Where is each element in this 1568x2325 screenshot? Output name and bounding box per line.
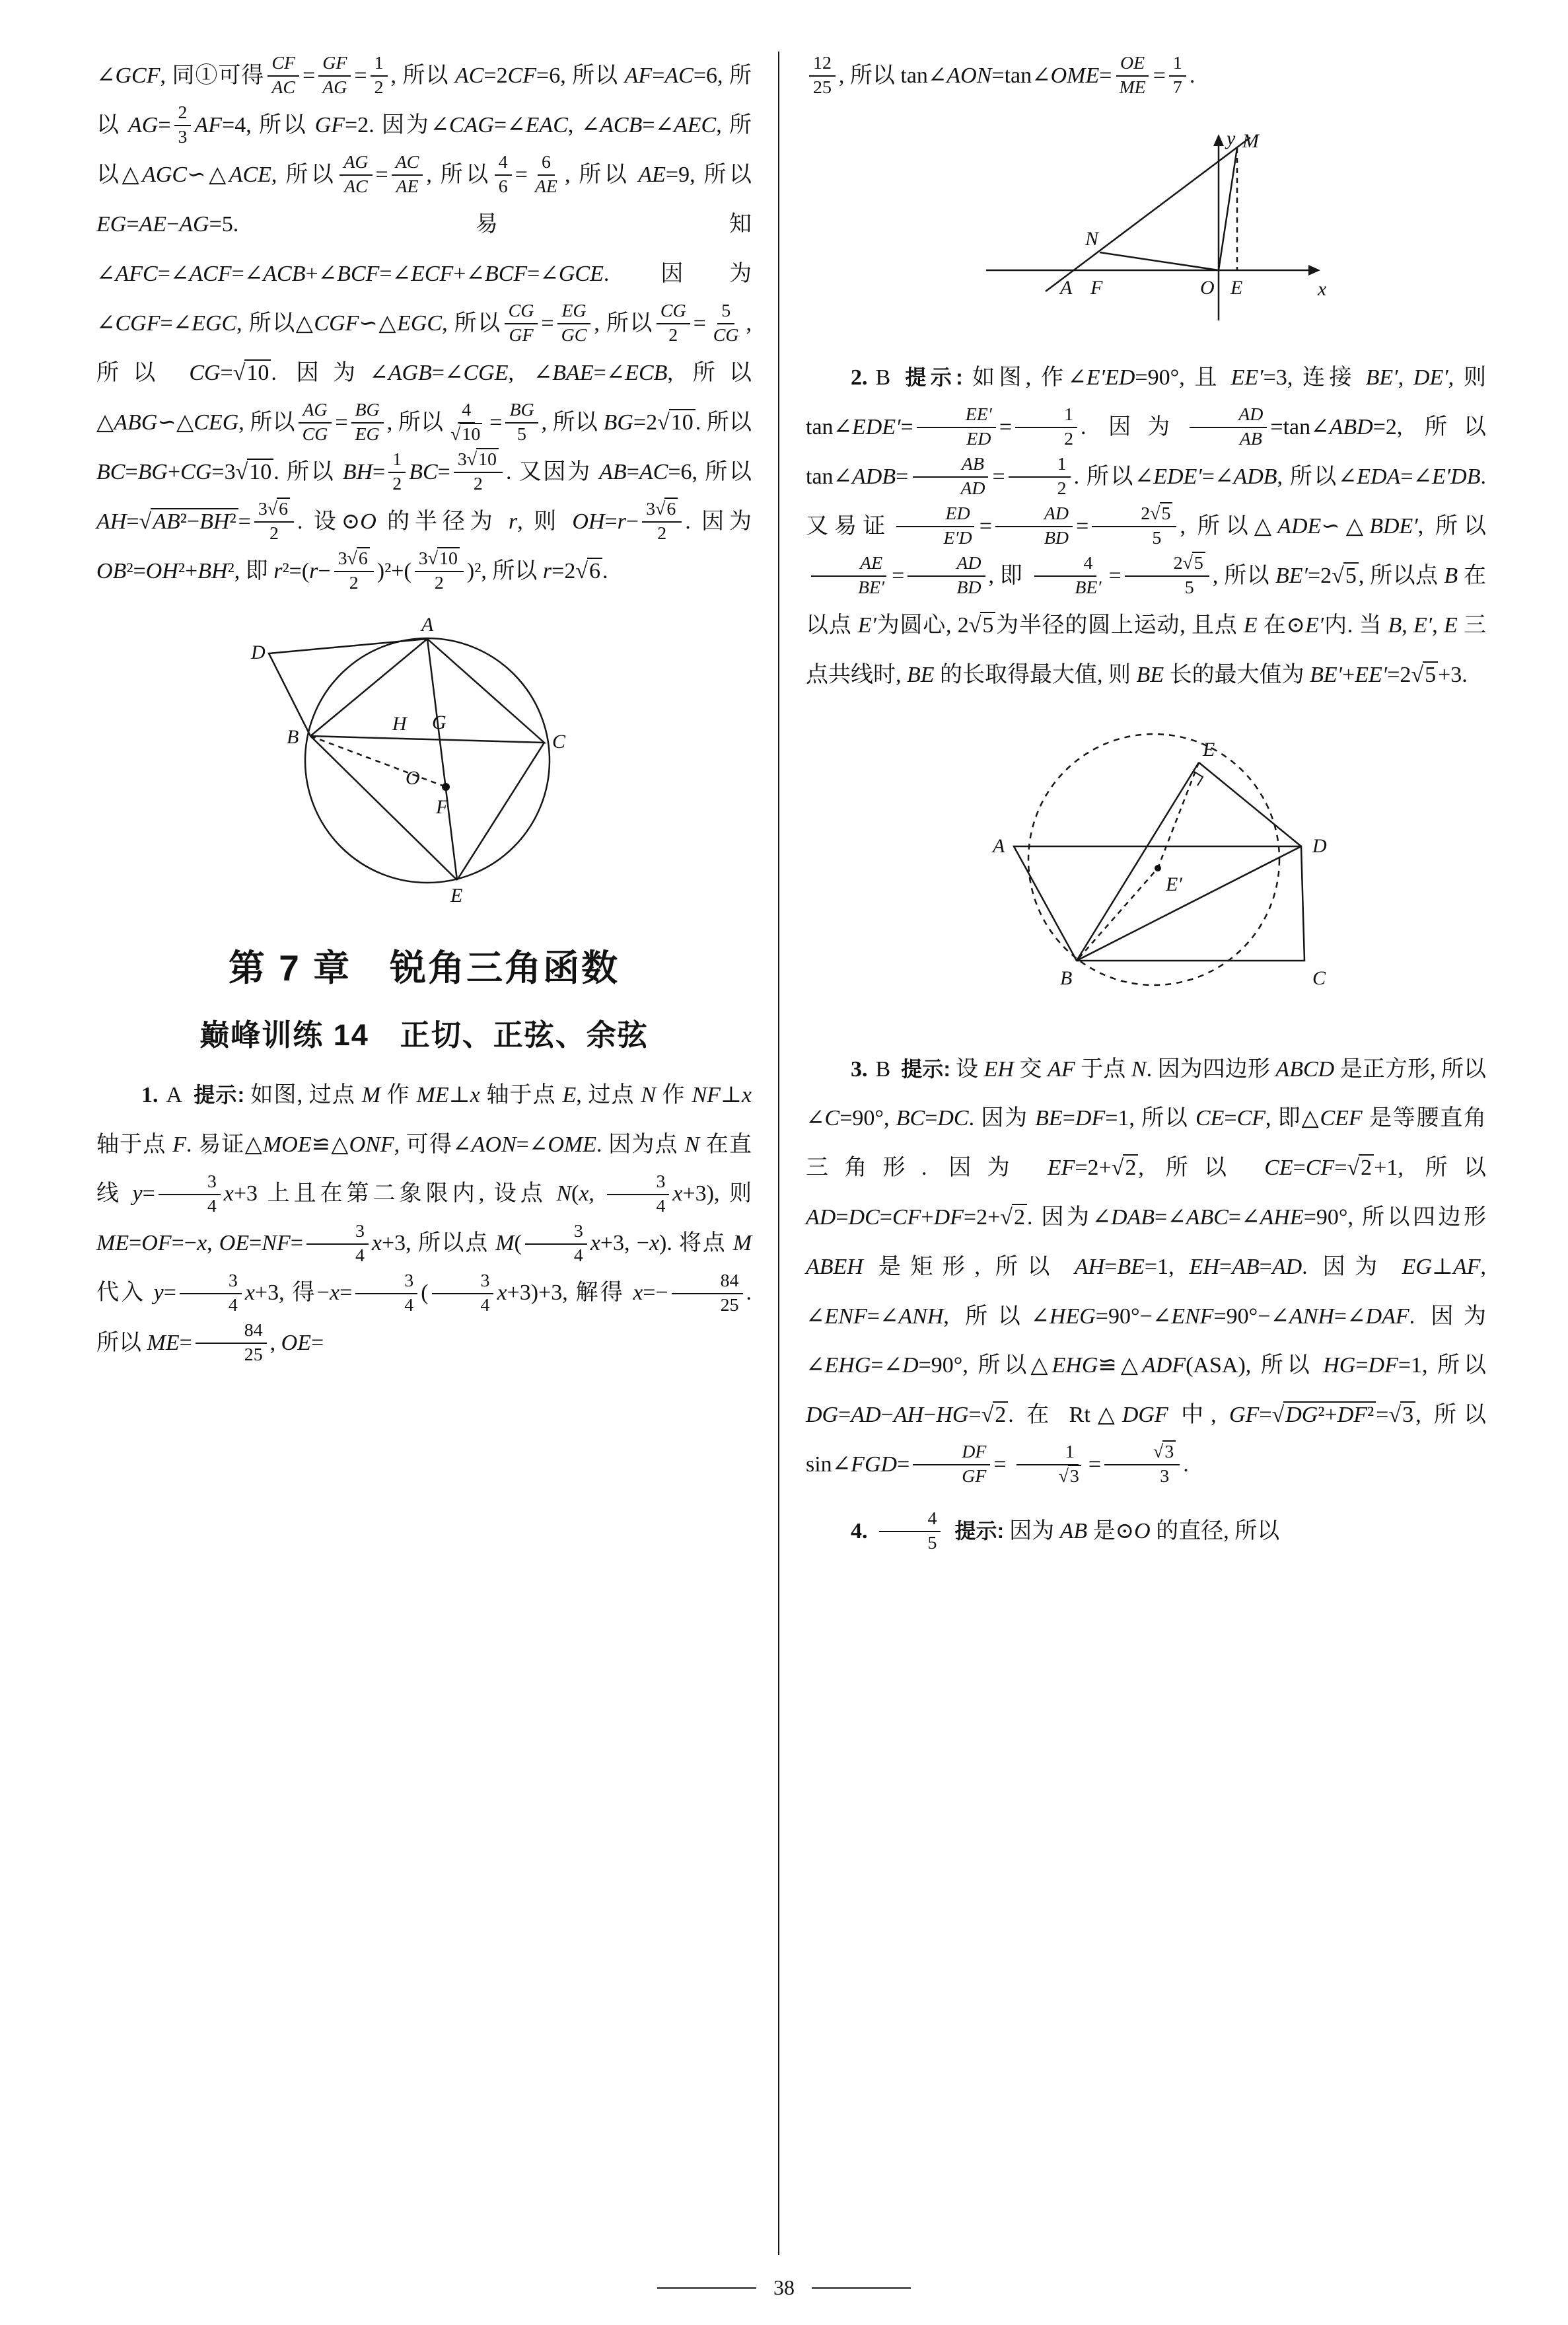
problem-4 bbox=[806, 1507, 1486, 1557]
problem-3-text: 设 EH 交 AF 于点 N. 因为四边形 ABCD 是正方形, 所以∠C=90°, BC=DC. 因为 BE=DF=1, 所以 CE=CF, 即△CEF 是等腰直角三角形. 因为 EF=2+√2, 所以 CE=CF=√2+1, 所以 AD=DC=CF+DF=2+√2. 因为∠DAB=∠ABC=∠AHE=90°, 所以四边形 ABEH 是矩形, 所以 AH=BE=1, EH=AB=AD. 因为 EG⊥AF, ∠ENF=∠ANH, 所以∠HEG=90°−∠ENF=90°−∠ANH=∠DAF. 因为∠EHG=∠D=90°, 所以△EHG≌△ADF(ASA), 所以 HG=DF=1, 所以 DG=AD−AH−HG=√2. 在 Rt△DGF 中, GF=√DG²+DF²=√3, 所以 sin∠FGD= $\frac{DF}{GF}$ = $\frac{1}{√ 3}$ = $\frac{√ 3}{3}$ . bbox=[806, 1056, 1487, 1487]
point-label-C: C bbox=[1312, 967, 1326, 989]
circle-square-figure bbox=[935, 718, 1357, 1028]
point-label-B: B bbox=[1060, 967, 1073, 989]
problem-1-number: 1. bbox=[141, 1082, 159, 1107]
problem-2-text: 如图, 作∠E′ED=90°, 且 EE′=3, 连接 BE′, DE′, 则 tan∠EDE′= $\frac{EE'}{ED}$ = $\frac{1}{2}$ . 因为 $\frac{AD}{AB}$ =tan∠ABD=2, 所以 tan∠ADB= $\frac{AB}{AD}$ = $\frac{1}{2}$ . 所以∠EDE′=∠ADB, 所以∠EDA=∠E′DB. 又易证 $\frac{ED}{E'D}$ = $\frac{AD}{BD}$ = $\frac{2√ 5}{5}$ , 所以△ADE∽△BDE′, 所以 $\frac{AE}{BE'}$ = $\frac{AD}{BD}$ , 即 $\frac{4}{BE'}$ = $\frac{2√ 5}{5}$ , 所以 BE′=2√5, 所以点 B 在以点 E′为圆心, 2√5为半径的圆上运动, 且点 E 在⊙E′内. 当 B, E′, E 三点共线时, BE 的长取得最大值, 则 BE 长的最大值为 BE′+EE′=2√5+3. bbox=[806, 365, 1487, 687]
figure-circle-geometry-wrap bbox=[96, 614, 752, 904]
point-label-E-prime: E′ bbox=[1166, 873, 1182, 895]
figure-lines bbox=[1014, 734, 1304, 985]
point-label-A: A bbox=[993, 834, 1005, 857]
figure-lines bbox=[986, 137, 1314, 320]
y-axis-arrow bbox=[1213, 134, 1224, 146]
point-label-N: N bbox=[1085, 228, 1099, 250]
page-footer bbox=[0, 2275, 1568, 2300]
hint-label: 提示: bbox=[954, 1519, 1005, 1543]
point-label-F: F bbox=[436, 795, 448, 818]
problem-1-answer: A bbox=[166, 1082, 183, 1107]
figure-coordinate-plane-wrap bbox=[806, 118, 1486, 336]
solution-continuation-left: ∠GCF, 同①可得 $\frac{CF}{AC}$ = $\frac{GF}{AG}$ = $\frac{1}{2}$ , 所以 AC=2CF=6, 所以 AF=AC=6, 所以 AG= $\frac{2}{3}$ AF=4, 所以 GF=2. 因为∠CAG=∠EAC, ∠ACB=∠AEC, 所以△AGC∽△ACE, 所以 $\frac{AG}{AC}$ = $\frac{AC}{AE}$ , 所以 $\frac{4}{6}$ = $\frac{6}{AE}$ , 所以 AE=9, 所以 EG=AE−AG=5. 易知∠AFC=∠ACF=∠ACB+∠BCF=∠ECF+∠BCF=∠GCE. 因为∠CGF=∠EGC, 所以△CGF∽△EGC, 所以 $\frac{CG}{GF}$ = $\frac{EG}{GC}$ , 所以 $\frac{CG}{2}$ = $\frac{5}{CG}$ , 所以 CG=√10. 因为∠AGB=∠CGE, ∠BAE=∠ECB, 所以△ABG∽△CEG, 所以 $\frac{AG}{CG}$ = $\frac{BG}{EG}$ , 所以 $\frac{4}{√ 10}$ = $\frac{BG}{5}$ , 所以 BG=2√10. 所以 BC=BG+CG=3√10. 所以 BH= $\frac{1}{2}$ BC= $\frac{3√ 10}{2}$ . 又因为 AB=AC=6, 所以 AH=√AB²−BH²= $\frac{3√ 6}{2}$ . 设⊙O 的半径为 r, 则 OH=r− $\frac{3√ 6}{2}$ . 因为 OB²=OH²+BH², 即 r²=(r− $\frac{3√ 6}{2}$ )²+( $\frac{3√ 10}{2}$ )², 所以 r=2√6. bbox=[96, 53, 752, 593]
point-label-G: G bbox=[432, 711, 446, 733]
point-label-O: O bbox=[1200, 277, 1215, 299]
point-label-M: M bbox=[1242, 130, 1259, 153]
point-label-C: C bbox=[552, 730, 566, 753]
problem-4-text: 因为 AB 是⊙O 的直径, 所以 bbox=[1009, 1519, 1280, 1544]
point-dot-E-prime bbox=[1155, 865, 1161, 871]
figure-lines bbox=[269, 638, 550, 883]
solution-continuation-right: $\frac{12}{25}$ , 所以 tan∠AON=tan∠OME= $\frac{OE}{ME}$ = $\frac{1}{7}$ . bbox=[806, 52, 1486, 101]
problem-2 bbox=[806, 353, 1486, 700]
point-label-F: F bbox=[1090, 277, 1103, 299]
page-number: 38 bbox=[773, 2275, 795, 2299]
point-label-E: E bbox=[1203, 738, 1215, 760]
axis-label-x: x bbox=[1318, 278, 1327, 301]
figure-circle-square-wrap bbox=[806, 718, 1486, 1028]
point-label-H: H bbox=[392, 712, 407, 735]
hint-label: 提示: bbox=[901, 1056, 950, 1081]
point-label-E: E bbox=[450, 884, 463, 904]
column-divider-rule bbox=[778, 52, 779, 2255]
point-dot-F bbox=[442, 783, 450, 791]
point-label-E: E bbox=[1230, 277, 1243, 299]
footer-rule-right bbox=[812, 2287, 911, 2289]
chapter-heading: 第 7 章 锐角三角函数 bbox=[228, 947, 620, 988]
right-column bbox=[806, 52, 1486, 2255]
axis-label-y: y bbox=[1227, 128, 1236, 150]
problem-1-text: 如图, 过点 M 作 ME⊥x 轴于点 E, 过点 N 作 NF⊥x 轴于点 F. 易证△MOE≌△ONF, 可得∠AON=∠OME. 因为点 N 在直线 y= $\frac{3}{4}$ x+3 上且在第二象限内, 设点 N(x, $\frac{3}{4}$ x+3), 则 ME=OF=−x, OE=NF= $\frac{3}{4}$ x+3, 所以点 M( $\frac{3}{4}$ x+3, −x). 将点 M 代入 y= $\frac{3}{4}$ x+3, 得−x= $\frac{3}{4}$ ( $\frac{3}{4}$ x+3)+3, 解得 x=− $\frac{84}{25}$ . 所以 ME= $\frac{84}{25}$ , OE= bbox=[96, 1082, 752, 1365]
hint-label: 提示: bbox=[193, 1082, 245, 1107]
point-label-D: D bbox=[251, 641, 266, 663]
point-label-O: O bbox=[406, 766, 420, 789]
problem-2-number: 2. bbox=[851, 365, 868, 390]
problem-3-number: 3. bbox=[851, 1056, 868, 1082]
problem-2-answer: B bbox=[875, 365, 891, 390]
coordinate-plane-figure bbox=[961, 118, 1331, 336]
point-label-A: A bbox=[1060, 277, 1073, 299]
point-label-B: B bbox=[287, 725, 299, 748]
point-label-A: A bbox=[421, 613, 434, 636]
problem-4-number: 4. bbox=[851, 1519, 868, 1544]
section-heading: 巅峰训练 14 正切、正弦、余弦 bbox=[199, 1017, 649, 1052]
problem-3-answer: B bbox=[875, 1056, 891, 1082]
hint-label: 提示: bbox=[901, 365, 963, 390]
problem-1 bbox=[96, 1071, 752, 1368]
circle-geometry-figure bbox=[239, 614, 609, 904]
left-column bbox=[96, 52, 752, 2255]
problem-4-answer: $\frac{4}{5}$ bbox=[876, 1519, 944, 1543]
problem-3 bbox=[806, 1045, 1486, 1490]
x-axis-arrow bbox=[1308, 265, 1320, 276]
point-label-D: D bbox=[1312, 834, 1327, 857]
footer-rule-left bbox=[657, 2287, 756, 2289]
